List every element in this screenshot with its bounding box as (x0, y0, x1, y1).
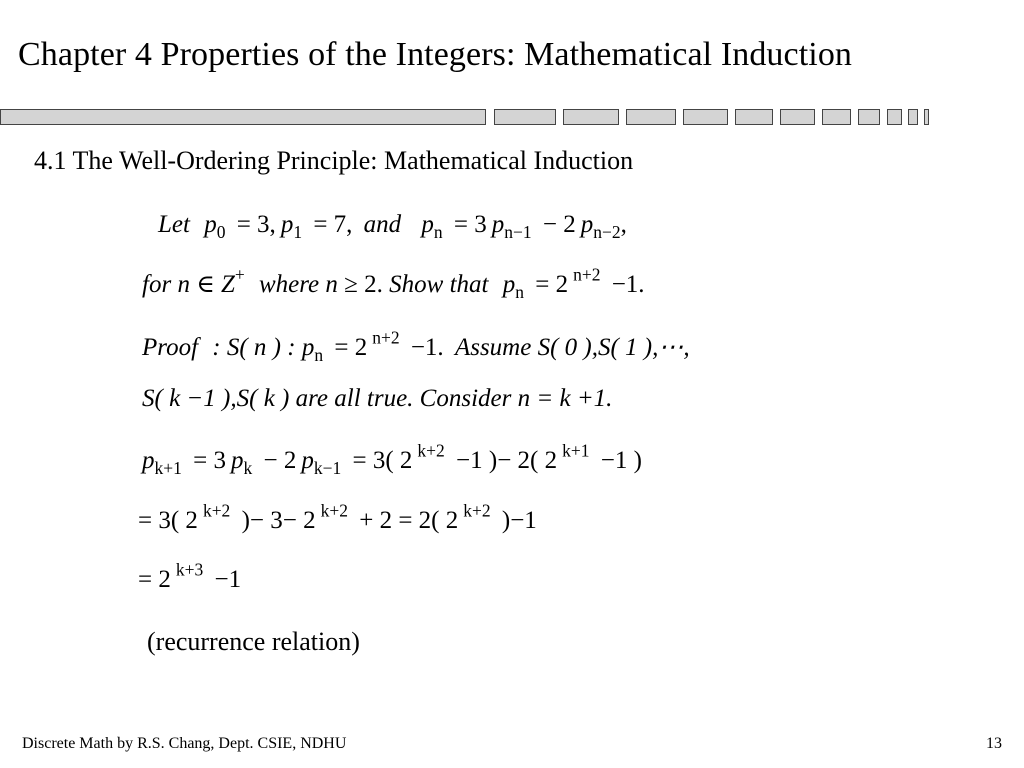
math-var: p (230, 447, 244, 474)
math-line-claim (142, 264, 650, 303)
math-superscript: + (234, 264, 245, 285)
divider-segment (858, 109, 880, 125)
math-text: and (363, 211, 402, 238)
math-op: + 2 = 2( 2 (359, 507, 459, 534)
divider-segment (924, 109, 929, 125)
math-op: −1 (214, 566, 242, 593)
math-op: −1. (410, 334, 444, 361)
math-var: p (580, 211, 594, 238)
math-op: )−1 (501, 507, 537, 534)
math-line-definition (158, 211, 627, 243)
math-op: = 2 (138, 566, 171, 593)
math-text: S( 0 ),S( 1 ),⋯, (537, 334, 690, 361)
math-op: = 3( 2 (352, 447, 413, 474)
caption-recurrence-relation: (recurrence relation) (147, 627, 360, 656)
math-subscript: k−1 (313, 458, 342, 479)
math-line-proof (142, 327, 690, 366)
math-var: n (325, 271, 338, 298)
math-var: n (177, 271, 190, 298)
math-op: , (620, 211, 627, 238)
math-subscript: n (433, 222, 443, 243)
divider-segment (494, 109, 556, 125)
math-superscript: k+2 (463, 500, 491, 521)
math-superscript: k+2 (202, 500, 231, 521)
math-var: p (421, 211, 434, 238)
math-subscript: n (314, 345, 324, 366)
math-var: p (142, 447, 155, 474)
math-text: where (258, 271, 320, 298)
math-var: Z (220, 271, 235, 298)
divider-segment (626, 109, 676, 125)
math-op: = 7, (313, 211, 353, 238)
math-op: = 2 (535, 271, 569, 298)
math-var: p (301, 447, 314, 474)
math-superscript: k+3 (175, 559, 204, 580)
divider-segment (908, 109, 918, 125)
page-number: 13 (986, 735, 1002, 752)
math-op: ∈ (196, 271, 215, 298)
math-line-hypothesis (142, 386, 612, 411)
math-text: : S( n ) : (212, 334, 296, 361)
math-var: p (280, 211, 294, 238)
section-heading: 4.1 The Well-Ordering Principle: Mathematical Induction (34, 146, 634, 175)
math-text: Assume (454, 334, 532, 361)
math-line-result (138, 559, 246, 593)
divider-segment (0, 109, 486, 125)
math-superscript: k+1 (562, 440, 590, 461)
math-op: − 2 (263, 447, 297, 474)
math-op: −1. (611, 271, 645, 298)
divider-segment (780, 109, 815, 125)
math-var: p (301, 334, 315, 361)
divider-segment (683, 109, 728, 125)
math-op: )− 3− 2 (241, 507, 316, 534)
footer-credit: Discrete Math by R.S. Chang, Dept. CSIE, NDHU (22, 735, 347, 752)
math-op: ≥ 2. (344, 271, 383, 298)
math-line-step-2 (138, 500, 542, 534)
math-superscript: n+2 (372, 327, 400, 348)
math-op: = 3 (193, 447, 226, 474)
math-subscript: n−2 (593, 222, 621, 243)
math-subscript: k (243, 458, 253, 479)
math-subscript: n−1 (504, 222, 532, 243)
divider-segment (822, 109, 851, 125)
divider-segment (563, 109, 619, 125)
math-op: − 2 (542, 211, 576, 238)
math-text: Let (158, 211, 190, 238)
math-op: = 2 (334, 334, 368, 361)
math-subscript: 1 (293, 222, 303, 243)
title-divider (0, 109, 1024, 129)
math-line-step-1 (142, 440, 647, 479)
slide-title: Chapter 4 Properties of the Integers: Mathematical Induction (18, 36, 853, 73)
divider-segment (735, 109, 773, 125)
math-var: p (502, 271, 516, 298)
math-op: = 3 (453, 211, 487, 238)
math-op: = 3, (236, 211, 276, 238)
divider-segment (887, 109, 902, 125)
math-op: = 3( 2 (138, 507, 198, 534)
math-var: p (204, 211, 217, 238)
math-op: −1 ) (600, 447, 642, 474)
math-subscript: n (515, 282, 524, 303)
math-superscript: k+2 (320, 500, 348, 521)
math-var: p (491, 211, 505, 238)
math-text: Show that (389, 271, 489, 298)
math-op: −1 )− 2( 2 (456, 447, 558, 474)
math-text: Proof (142, 334, 199, 361)
math-superscript: k+2 (417, 440, 445, 461)
math-text: S( k −1 ),S( k ) are all true. Consider n = k +1. (142, 385, 613, 412)
math-superscript: n+2 (573, 264, 601, 285)
math-text: for (142, 271, 172, 298)
math-subscript: 0 (216, 222, 226, 243)
math-subscript: k+1 (154, 458, 182, 479)
